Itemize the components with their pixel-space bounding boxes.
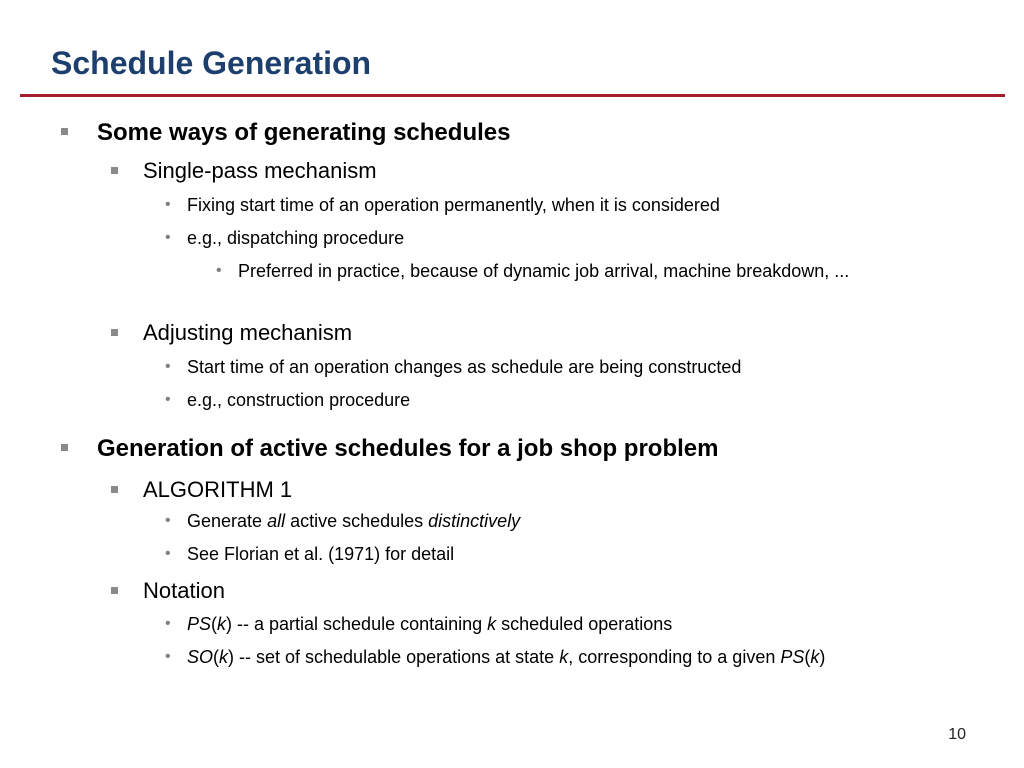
bullet-text: Notation — [143, 578, 225, 603]
bullet-level-3 — [165, 510, 967, 533]
dot-bullet-icon: • — [165, 648, 171, 665]
page-number: 10 — [948, 726, 966, 743]
italic-term: PS — [780, 647, 805, 667]
italic-term: PS — [187, 614, 212, 634]
text-segment: active schedules — [285, 511, 429, 531]
bullet-level-2 — [143, 476, 943, 504]
italic-term: distinctively — [428, 511, 521, 531]
dot-bullet-icon: • — [165, 229, 171, 246]
bullet-level-3 — [165, 356, 967, 379]
bullet-level-3 — [165, 646, 967, 669]
text-segment: Generate — [187, 511, 268, 531]
bullet-text: Adjusting mechanism — [143, 320, 353, 345]
text-segment: , corresponding to a given — [568, 647, 781, 667]
bullet-level-3 — [165, 227, 967, 250]
dot-bullet-icon: • — [165, 615, 171, 632]
square-bullet-icon — [61, 128, 68, 135]
bullet-text: e.g., construction procedure — [187, 390, 411, 410]
bullet-level-3 — [165, 543, 967, 566]
square-bullet-icon — [111, 587, 118, 594]
square-bullet-icon — [111, 486, 118, 493]
text-segment: scheduled operations — [496, 614, 673, 634]
text-segment: ( — [213, 647, 220, 667]
italic-term: k — [810, 647, 820, 667]
dot-bullet-icon: • — [165, 512, 171, 529]
bullet-text — [187, 511, 520, 531]
slide-title: Schedule Generation — [51, 45, 372, 81]
bullet-text: Start time of an operation changes as schedule are being constructed — [187, 357, 742, 377]
bullet-level-1 — [97, 434, 977, 464]
italic-term: all — [267, 511, 286, 531]
square-bullet-icon — [111, 329, 118, 336]
square-bullet-icon — [111, 167, 118, 174]
bullet-text: Single-pass mechanism — [143, 158, 377, 183]
dot-bullet-icon: • — [216, 262, 222, 279]
text-segment: ( — [804, 647, 811, 667]
square-bullet-icon — [61, 444, 68, 451]
italic-term: k — [217, 614, 227, 634]
bullet-level-3 — [165, 194, 967, 217]
bullet-text — [187, 647, 825, 667]
bullet-level-3 — [165, 389, 967, 412]
bullet-level-2 — [143, 157, 943, 185]
text-segment: ) — [819, 647, 826, 667]
italic-term: SO — [187, 647, 214, 667]
italic-term: k — [219, 647, 229, 667]
bullet-text: ALGORITHM 1 — [143, 477, 293, 502]
dot-bullet-icon: • — [165, 545, 171, 562]
text-segment: ) -- a partial schedule containing — [226, 614, 488, 634]
text-segment: ( — [211, 614, 218, 634]
bullet-text: Some ways of generating schedules — [97, 119, 511, 146]
bullet-level-2 — [143, 577, 943, 605]
bullet-text: Preferred in practice, because of dynamic job arrival, machine breakdown, ... — [238, 261, 850, 281]
bullet-text: See Florian et al. (1971) for detail — [187, 544, 455, 564]
bullet-level-2 — [143, 319, 943, 347]
italic-term: k — [559, 647, 569, 667]
dot-bullet-icon: • — [165, 358, 171, 375]
bullet-level-3 — [165, 613, 967, 636]
bullet-text: Generation of active schedules for a job shop problem — [97, 435, 719, 462]
bullet-text: Fixing start time of an operation permanently, when it is considered — [187, 195, 720, 215]
dot-bullet-icon: • — [165, 391, 171, 408]
bullet-text: e.g., dispatching procedure — [187, 228, 405, 248]
text-segment: ) -- set of schedulable operations at state — [228, 647, 560, 667]
bullet-level-4 — [216, 260, 878, 283]
bullet-level-1 — [97, 118, 977, 148]
bullet-text — [187, 614, 672, 634]
italic-term: k — [487, 614, 497, 634]
dot-bullet-icon: • — [165, 196, 171, 213]
